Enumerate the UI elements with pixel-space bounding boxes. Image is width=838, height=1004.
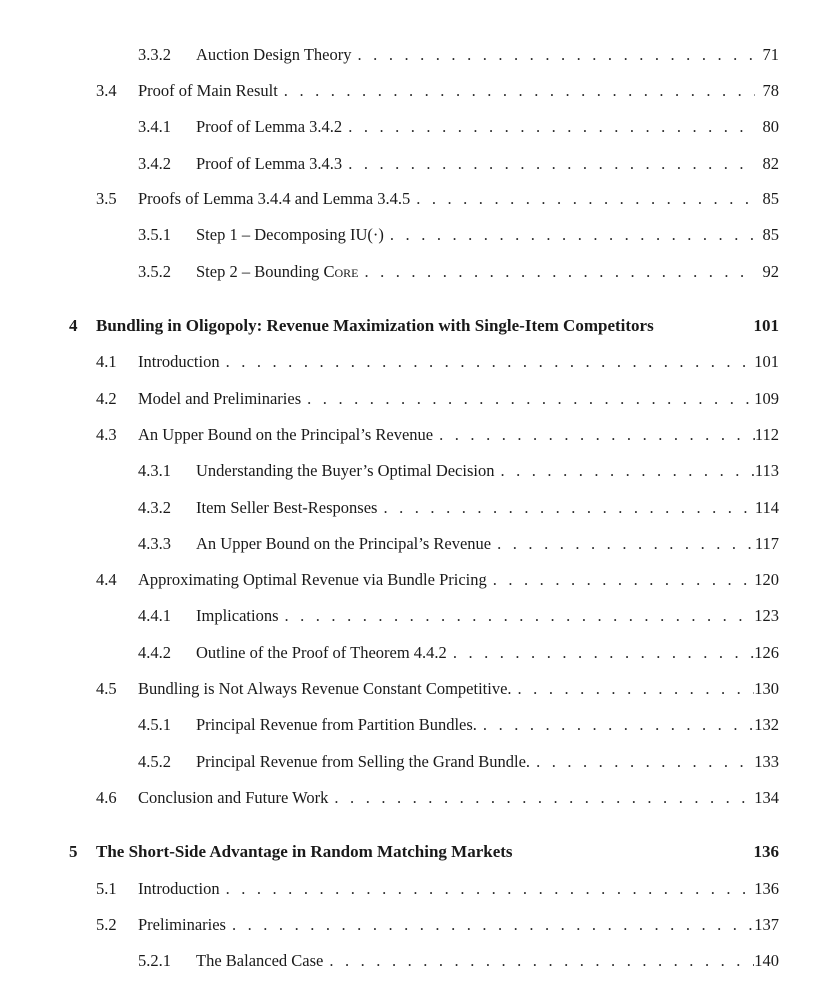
toc-chapter-5[interactable] bbox=[69, 841, 779, 863]
dot-leader bbox=[493, 569, 755, 591]
toc-entry-4-4-1[interactable] bbox=[138, 605, 779, 627]
entry-page: 140 bbox=[754, 951, 779, 970]
dot-leader bbox=[483, 714, 754, 736]
entry-title: Proofs of Lemma 3.4.4 and Lemma 3.4.5 bbox=[138, 189, 411, 208]
dot-leader bbox=[358, 44, 755, 66]
entry-page: 134 bbox=[754, 788, 779, 807]
entry-number: 4.4.1 bbox=[138, 606, 171, 625]
entry-number: 5.2.1 bbox=[138, 951, 171, 970]
entry-number: 3.4.1 bbox=[138, 117, 171, 136]
entry-title: Implications bbox=[196, 606, 279, 625]
dot-leader bbox=[383, 497, 754, 519]
entry-title bbox=[196, 261, 364, 283]
entry-title: Introduction bbox=[138, 352, 220, 371]
entry-title: Principal Revenue from Selling the Grand Bundle. bbox=[196, 752, 531, 771]
entry-title: The Balanced Case bbox=[196, 951, 324, 970]
entry-title: Auction Design Theory bbox=[196, 45, 352, 64]
entry-title: An Upper Bound on the Principal’s Revenue bbox=[138, 425, 434, 444]
entry-page: 92 bbox=[762, 262, 779, 281]
entry-page: 133 bbox=[754, 752, 779, 771]
toc-entry-3-5-1[interactable] bbox=[138, 224, 779, 246]
entry-title: Principal Revenue from Partition Bundles. bbox=[196, 715, 477, 734]
entry-number: 3.4.2 bbox=[138, 154, 171, 173]
entry-page: 136 bbox=[754, 879, 779, 898]
toc-entry-4-4-2[interactable] bbox=[138, 642, 779, 664]
chapter-number: 4 bbox=[69, 316, 78, 335]
entry-page: 78 bbox=[762, 81, 779, 100]
dot-leader bbox=[348, 116, 755, 138]
entry-page: 132 bbox=[754, 715, 779, 734]
dot-leader bbox=[329, 950, 754, 972]
entry-number: 5.2 bbox=[96, 915, 117, 934]
entry-title: An Upper Bound on the Principal’s Revenue bbox=[196, 534, 492, 553]
entry-title: Proof of Lemma 3.4.2 bbox=[196, 117, 343, 136]
entry-page: 113 bbox=[754, 461, 779, 480]
entry-title: Proof of Lemma 3.4.3 bbox=[196, 154, 343, 173]
entry-page: 112 bbox=[754, 425, 779, 444]
toc-entry-5-2[interactable] bbox=[96, 914, 779, 936]
dot-leader bbox=[500, 460, 754, 482]
dot-leader bbox=[348, 153, 755, 175]
toc-entry-4-3-1[interactable] bbox=[138, 460, 779, 482]
toc-entry-3-4-2[interactable] bbox=[138, 153, 779, 175]
dot-leader bbox=[334, 787, 754, 809]
toc-entry-4-1[interactable] bbox=[96, 351, 779, 373]
entry-number: 3.3.2 bbox=[138, 45, 171, 64]
entry-page: 120 bbox=[754, 570, 779, 589]
entry-page: 85 bbox=[762, 189, 779, 208]
dot-leader bbox=[307, 388, 754, 410]
entry-title: Understanding the Buyer’s Optimal Decision bbox=[196, 461, 495, 480]
entry-page: 137 bbox=[754, 915, 779, 934]
dot-leader bbox=[364, 261, 755, 283]
toc-entry-4-4[interactable] bbox=[96, 569, 779, 591]
entry-number: 3.5 bbox=[96, 189, 117, 208]
toc-entry-3-3-2[interactable] bbox=[138, 44, 779, 66]
entry-number: 4.3.2 bbox=[138, 498, 171, 517]
entry-number: 5.1 bbox=[96, 879, 117, 898]
toc-entry-4-3-2[interactable] bbox=[138, 497, 779, 519]
dot-leader bbox=[226, 351, 755, 373]
chapter-number: 5 bbox=[69, 842, 78, 861]
toc-entry-5-2-1[interactable] bbox=[138, 950, 779, 972]
entry-number: 4.2 bbox=[96, 389, 117, 408]
toc-entry-3-4-1[interactable] bbox=[138, 116, 779, 138]
entry-page: 82 bbox=[762, 154, 779, 173]
chapter-title: The Short-Side Advantage in Random Matching Markets bbox=[96, 842, 513, 861]
entry-title: Preliminaries bbox=[138, 915, 226, 934]
chapter-page: 136 bbox=[753, 842, 779, 861]
entry-title: Model and Preliminaries bbox=[138, 389, 302, 408]
entry-number: 4.6 bbox=[96, 788, 117, 807]
entry-page: 109 bbox=[754, 389, 779, 408]
toc-entry-4-3-3[interactable] bbox=[138, 533, 779, 555]
entry-number: 4.4 bbox=[96, 570, 117, 589]
dot-leader bbox=[453, 642, 754, 664]
entry-page: 71 bbox=[762, 45, 779, 64]
entry-page: 126 bbox=[754, 643, 779, 662]
entry-number: 4.5 bbox=[96, 679, 117, 698]
entry-title: Conclusion and Future Work bbox=[138, 788, 329, 807]
toc-entry-4-5-1[interactable] bbox=[138, 714, 779, 736]
entry-page: 85 bbox=[762, 225, 779, 244]
toc-entry-5-1[interactable] bbox=[96, 878, 779, 900]
entry-title: Introduction bbox=[138, 879, 220, 898]
entry-page: 130 bbox=[754, 679, 779, 698]
toc-entry-4-5[interactable] bbox=[96, 678, 779, 700]
dot-leader bbox=[226, 878, 755, 900]
entry-page: 117 bbox=[754, 534, 779, 553]
entry-number: 3.5.2 bbox=[138, 262, 171, 281]
entry-title-smallcaps: Core bbox=[323, 262, 359, 281]
toc-entry-4-3[interactable] bbox=[96, 424, 779, 446]
entry-title-text: Step 2 – Bounding bbox=[196, 262, 324, 281]
entry-title: Step 1 – Decomposing IU(·) bbox=[196, 225, 384, 244]
dot-leader bbox=[416, 188, 755, 210]
toc-entry-3-4[interactable] bbox=[96, 80, 779, 102]
toc-entry-3-5-2[interactable] bbox=[138, 261, 779, 283]
entry-page: 80 bbox=[762, 117, 779, 136]
entry-number: 4.5.1 bbox=[138, 715, 171, 734]
chapter-page: 101 bbox=[753, 316, 779, 335]
entry-title: Item Seller Best-Responses bbox=[196, 498, 378, 517]
toc-entry-3-5[interactable] bbox=[96, 188, 779, 210]
chapter-title: Bundling in Oligopoly: Revenue Maximization with Single-Item Competitors bbox=[96, 316, 654, 335]
entry-number: 4.5.2 bbox=[138, 752, 171, 771]
toc-entry-4-5-2[interactable] bbox=[138, 751, 779, 773]
entry-number: 4.4.2 bbox=[138, 643, 171, 662]
dot-leader bbox=[439, 424, 755, 446]
dot-leader bbox=[536, 751, 754, 773]
dot-leader bbox=[284, 80, 755, 102]
dot-leader bbox=[518, 678, 755, 700]
entry-title: Bundling is Not Always Revenue Constant Competitive. bbox=[138, 679, 512, 698]
toc-entry-4-2[interactable] bbox=[96, 388, 779, 410]
entry-number: 4.3.3 bbox=[138, 534, 171, 553]
entry-page: 123 bbox=[754, 606, 779, 625]
dot-leader bbox=[497, 533, 755, 555]
toc-entry-4-6[interactable] bbox=[96, 787, 779, 809]
toc-chapter-4[interactable] bbox=[69, 315, 779, 337]
entry-title: Outline of the Proof of Theorem 4.4.2 bbox=[196, 643, 447, 662]
entry-title: Approximating Optimal Revenue via Bundle Pricing bbox=[138, 570, 487, 589]
entry-number: 4.3.1 bbox=[138, 461, 171, 480]
entry-number: 4.3 bbox=[96, 425, 117, 444]
dot-leader bbox=[284, 605, 754, 627]
entry-page: 114 bbox=[754, 498, 779, 517]
entry-number: 3.4 bbox=[96, 81, 117, 100]
entry-page: 101 bbox=[754, 352, 779, 371]
entry-title: Proof of Main Result bbox=[138, 81, 278, 100]
entry-number: 3.5.1 bbox=[138, 225, 171, 244]
entry-number: 4.1 bbox=[96, 352, 117, 371]
dot-leader bbox=[390, 224, 755, 246]
dot-leader bbox=[232, 914, 754, 936]
